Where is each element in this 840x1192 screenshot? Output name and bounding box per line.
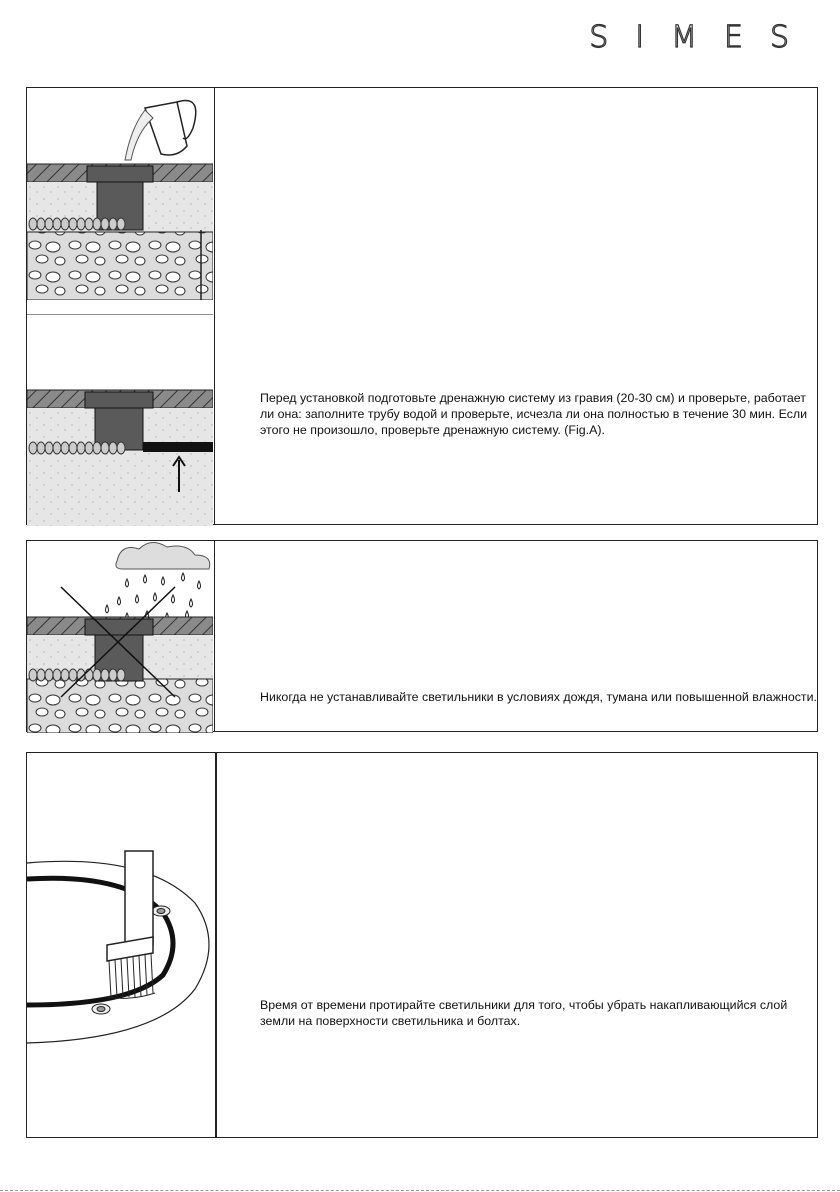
cleaning-illustration-column: [27, 753, 217, 1137]
cleaning-section: [26, 752, 818, 1138]
drainage-section: [26, 87, 818, 525]
rain-warning-text: Никогда не устанавливайте светильники в условиях дождя, тумана или повышенной влажности.: [260, 690, 817, 704]
cleaning-instruction-text: Время от времени протирайте светильники для того, чтобы убрать накапливающийся слой земли на поверхности светильника и болтах.: [260, 998, 788, 1028]
rain-warning-illustration: [27, 541, 213, 733]
simes-logo: SIMES: [589, 20, 816, 55]
page-edge-divider: [0, 1190, 840, 1191]
rain-warning-section: [26, 540, 818, 732]
drainage-illustrations: [27, 88, 215, 524]
rain-warning-illustration-column: [27, 541, 215, 731]
water-level-illustration: [27, 314, 213, 526]
pouring-water-illustration: [27, 88, 213, 300]
drainage-instruction-text: Перед установкой подготовьте дренажную систему из гравия (20-30 см) и проверьте, работает ли она: заполните трубу водой и проверьте, исчезла ли она полностью в течение 30 мин. Если этого не произошло, проверьте дренажную систему. (Fig.A).: [260, 391, 808, 437]
cleaning-brush-illustration: [27, 753, 213, 1137]
